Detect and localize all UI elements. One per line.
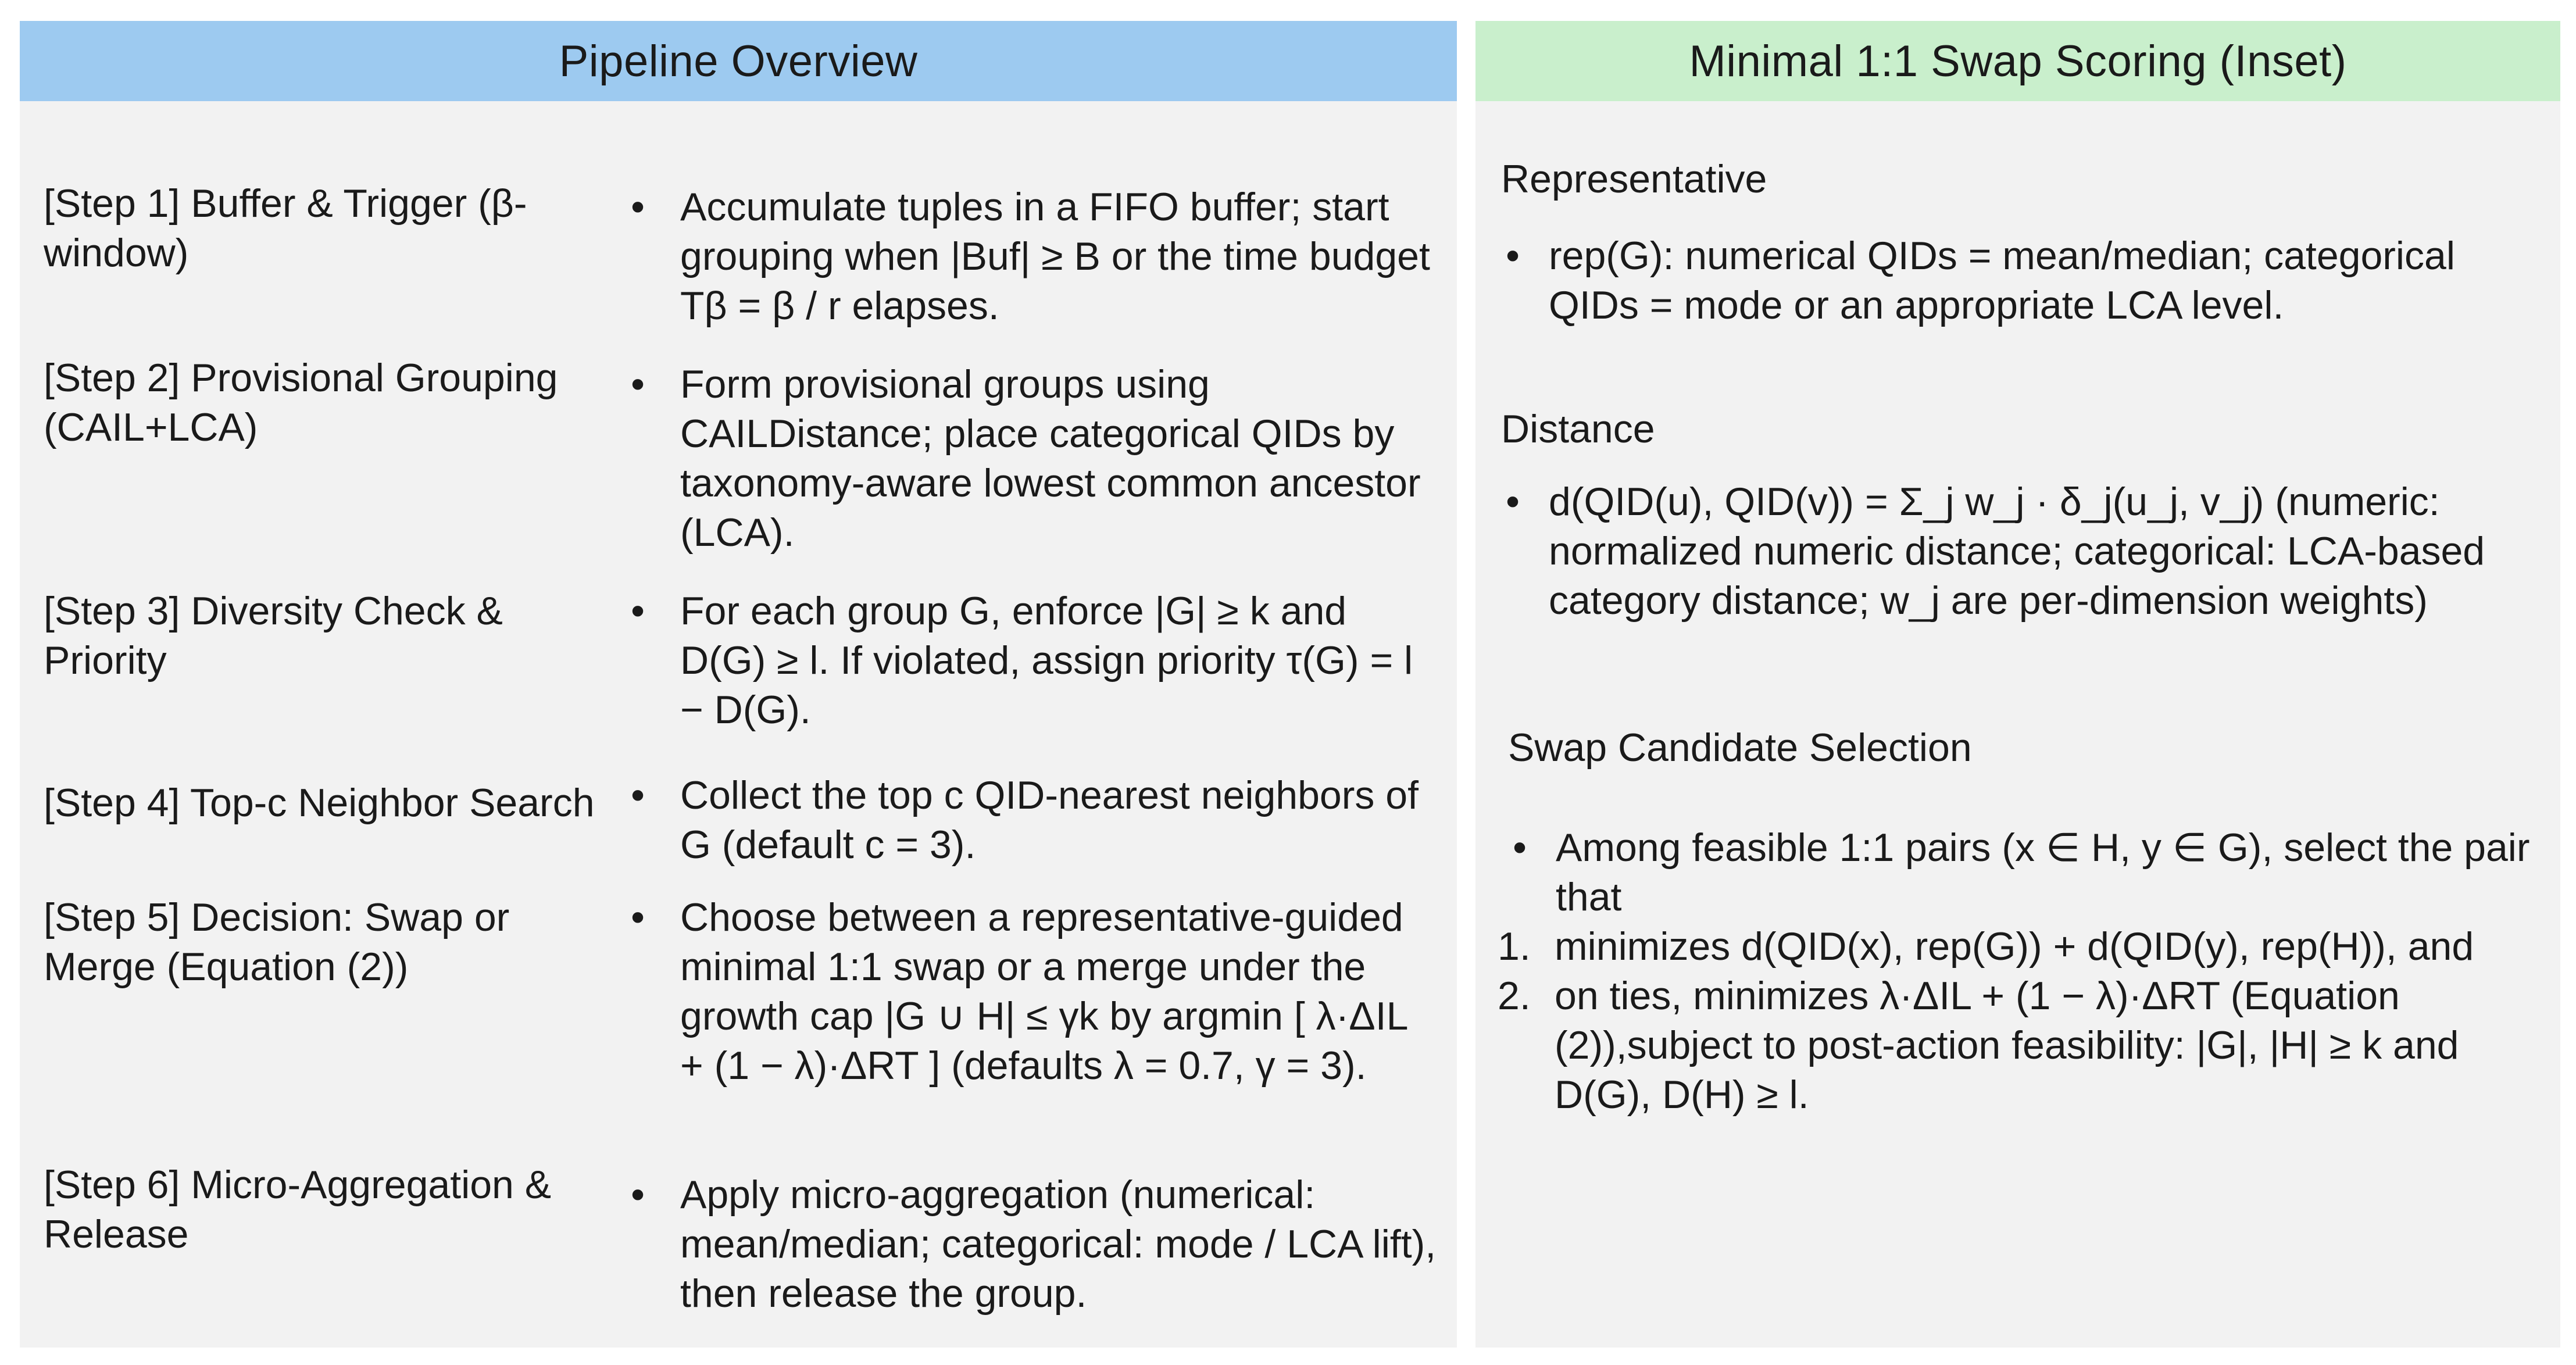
step-1-desc-text: Accumulate tuples in a FIFO buffer; start grouping when |Buf| ≥ B or the time budget Tβ = β / r elapses. bbox=[680, 185, 1430, 328]
bullet-icon: • bbox=[1506, 234, 1520, 278]
pipeline-overview-panel bbox=[20, 21, 1457, 1348]
bullet-icon: • bbox=[631, 895, 645, 939]
step-4-title: [Step 4] Top-c Neighbor Search bbox=[44, 781, 595, 825]
bullet-icon: • bbox=[631, 773, 645, 817]
step-3-desc-text: For each group G, enforce |G| ≥ k and D(G) ≥ l. If violated, assign priority τ(G) = l − D(G). bbox=[680, 589, 1413, 732]
selection-item-text: on ties, minimizes λ·ΔIL + (1 − λ)·ΔRT (Equation (2)),subject to post-action feasibility: |G|, |H| ≥ k and D(G), D(H) ≥ l. bbox=[1555, 974, 2459, 1117]
selection-heading: Swap Candidate Selection bbox=[1508, 726, 1972, 770]
step-2-desc-text: Form provisional groups using CAILDistance; place categorical QIDs by taxonomy-aware lowest common ancestor (LCA). bbox=[680, 362, 1421, 555]
representative-heading: Representative bbox=[1501, 157, 1767, 201]
selection-text: Among feasible 1:1 pairs (x ∈ H, y ∈ G), select the pair that bbox=[1556, 826, 2530, 919]
step-5-title: [Step 5] Decision: Swap or Merge (Equation (2)) bbox=[44, 895, 510, 989]
bullet-icon: • bbox=[631, 589, 645, 633]
step-6-desc bbox=[626, 1170, 1440, 1318]
step-4-desc-text: Collect the top c QID-nearest neighbors of G (default c = 3). bbox=[680, 773, 1419, 867]
step-3-title: [Step 3] Diversity Check & Priority bbox=[44, 589, 503, 682]
step-6-title: [Step 6] Micro-Aggregation & Release bbox=[44, 1163, 552, 1256]
distance-text: d(QID(u), QID(v)) = Σ_j w_j · δ_j(u_j, v_j) (numeric: normalized numeric distance; categorical: LCA-based category distance; w_j are per-dimension weights) bbox=[1549, 480, 2485, 623]
bullet-icon: • bbox=[1513, 826, 1527, 870]
step-6-desc-text: Apply micro-aggregation (numerical: mean/median; categorical: mode / LCA lift), then release the group. bbox=[680, 1173, 1437, 1316]
step-1-title: [Step 1] Buffer & Trigger (β-window) bbox=[44, 181, 527, 275]
step-5-desc-text: Choose between a representative-guided minimal 1:1 swap or a merge under the growth cap |G ∪ H| ≤ γk by argmin [ λ·ΔIL + (1 − λ)·ΔRT ] (defaults λ = 0.7, γ = 3). bbox=[680, 895, 1407, 1088]
selection-item bbox=[1491, 971, 2543, 1120]
selection-block bbox=[1498, 823, 2543, 1120]
selection-item-number: 1. bbox=[1498, 924, 1531, 969]
step-3-desc bbox=[626, 587, 1440, 735]
selection-item bbox=[1491, 922, 2543, 971]
swap-scoring-title: Minimal 1:1 Swap Scoring (Inset) bbox=[1475, 21, 2560, 101]
step-2-desc bbox=[626, 360, 1440, 558]
distance-heading: Distance bbox=[1501, 407, 1655, 451]
bullet-icon: • bbox=[631, 362, 645, 406]
step-5-desc bbox=[626, 893, 1440, 1091]
representative-block bbox=[1501, 231, 2542, 330]
selection-item-number: 2. bbox=[1498, 974, 1531, 1018]
bullet-icon: • bbox=[631, 1173, 645, 1217]
pipeline-overview-title: Pipeline Overview bbox=[20, 21, 1457, 101]
step-4-desc bbox=[626, 771, 1440, 870]
distance-block bbox=[1501, 477, 2542, 626]
bullet-icon: • bbox=[1506, 480, 1520, 524]
representative-text: rep(G): numerical QIDs = mean/median; categorical QIDs = mode or an appropriate LCA level. bbox=[1549, 234, 2455, 327]
bullet-icon: • bbox=[631, 185, 645, 229]
selection-item-text: minimizes d(QID(x), rep(G)) + d(QID(y), rep(H)), and bbox=[1555, 924, 2474, 969]
step-2-title: [Step 2] Provisional Grouping (CAIL+LCA) bbox=[44, 356, 558, 449]
swap-scoring-panel bbox=[1475, 21, 2560, 1348]
step-1-desc bbox=[626, 183, 1440, 331]
